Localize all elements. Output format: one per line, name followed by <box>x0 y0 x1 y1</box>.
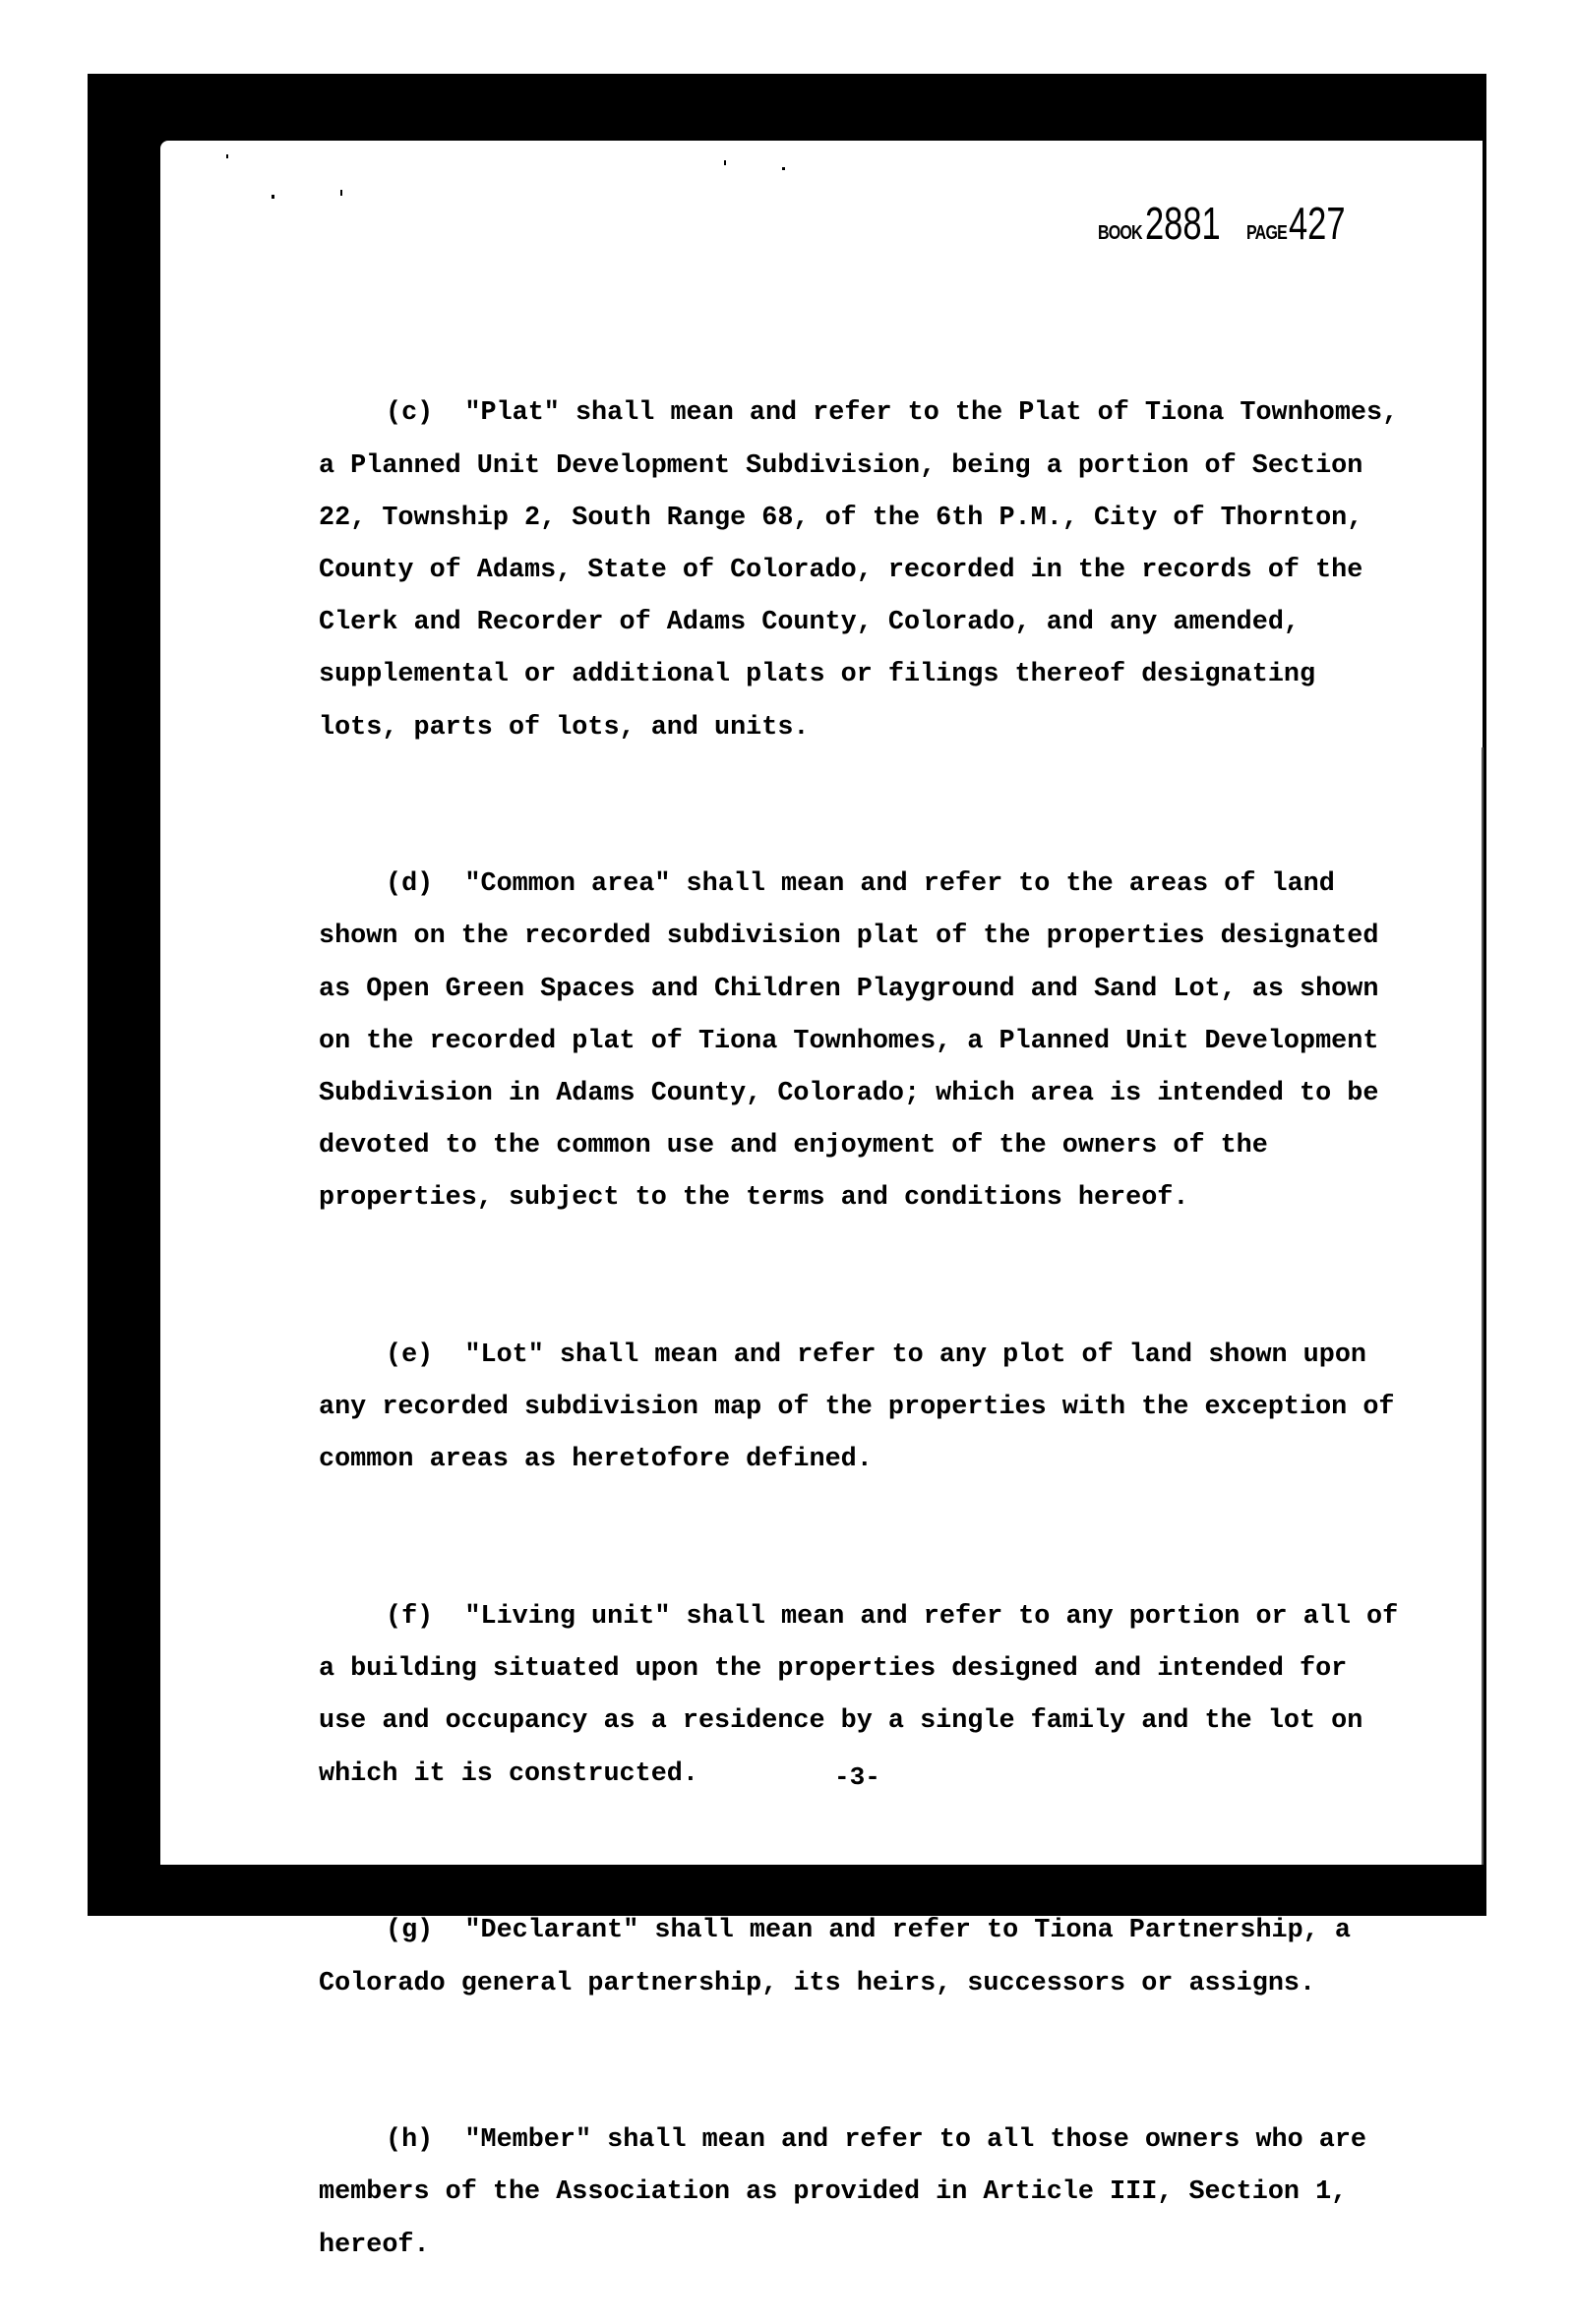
scan-speck <box>340 190 342 196</box>
text-line: (h) "Member" shall mean and refer to all those owners who are <box>386 2125 1367 2156</box>
text-line: 22, Township 2, South Range 68, of the 6th P.M., City of Thornton, <box>319 503 1363 533</box>
text-line: any recorded subdivision map of the properties with the exception of <box>319 1393 1395 1423</box>
scan-speck <box>272 195 274 199</box>
text-line: County of Adams, State of Colorado, recorded in the records of the <box>319 556 1363 586</box>
scan-speck <box>226 154 228 158</box>
text-line: properties, subject to the terms and conditions hereof. <box>319 1183 1189 1214</box>
text-line: on the recorded plat of Tiona Townhomes, a Planned Unit Development <box>319 1026 1379 1056</box>
page-label: PAGE <box>1245 222 1287 244</box>
text-line: members of the Association as provided in Article III, Section 1, <box>319 2177 1348 2208</box>
text-line: lots, parts of lots, and units. <box>319 712 810 743</box>
text-line: devoted to the common use and enjoyment of the owners of the <box>319 1131 1268 1162</box>
page-number-stamp: 427 <box>1289 198 1346 249</box>
text-line: (e) "Lot" shall mean and refer to any plot of land shown upon <box>386 1341 1367 1371</box>
scan-speck <box>724 160 726 165</box>
text-line: Subdivision in Adams County, Colorado; which area is intended to be <box>319 1079 1379 1109</box>
book-page-stamp <box>1098 197 1364 250</box>
text-line: a building situated upon the properties designed and intended for <box>319 1654 1348 1685</box>
page-number: -3- <box>834 1762 880 1792</box>
text-line: (f) "Living unit" shall mean and refer to any portion or all of <box>386 1602 1399 1633</box>
paragraph-g <box>319 1905 1398 2009</box>
text-line: common areas as heretofore defined. <box>319 1445 873 1475</box>
paragraph-d <box>319 859 1398 1224</box>
text-line: supplemental or additional plats or filings thereof designating <box>319 660 1316 690</box>
text-line: (g) "Declarant" shall mean and refer to Tiona Partnership, a <box>386 1916 1351 1946</box>
page-edge <box>1482 747 1483 1865</box>
book-label: BOOK <box>1098 222 1142 244</box>
text-line: use and occupancy as a residence by a single family and the lot on <box>319 1706 1363 1737</box>
text-line: hereof. <box>319 2230 430 2260</box>
paragraph-c <box>319 387 1398 753</box>
text-line: which it is constructed. <box>319 1758 698 1789</box>
paragraph-h <box>319 2115 1398 2272</box>
text-line: (d) "Common area" shall mean and refer to the areas of land <box>386 869 1335 900</box>
scan-speck <box>782 167 785 170</box>
text-line: Clerk and Recorder of Adams County, Colorado, and any amended, <box>319 608 1301 638</box>
text-line: as Open Green Spaces and Children Playground and Sand Lot, as shown <box>319 974 1379 1004</box>
text-line: Colorado general partnership, its heirs, successors or assigns. <box>319 1968 1316 1998</box>
book-number: 2881 <box>1145 198 1221 249</box>
text-line: shown on the recorded subdivision plat of the properties designated <box>319 922 1379 952</box>
paragraph-e <box>319 1330 1398 1487</box>
document-body <box>319 283 1398 2324</box>
text-line: (c) "Plat" shall mean and refer to the Plat of Tiona Townhomes, <box>386 398 1399 429</box>
text-line: a Planned Unit Development Subdivision, being a portion of Section <box>319 450 1363 481</box>
